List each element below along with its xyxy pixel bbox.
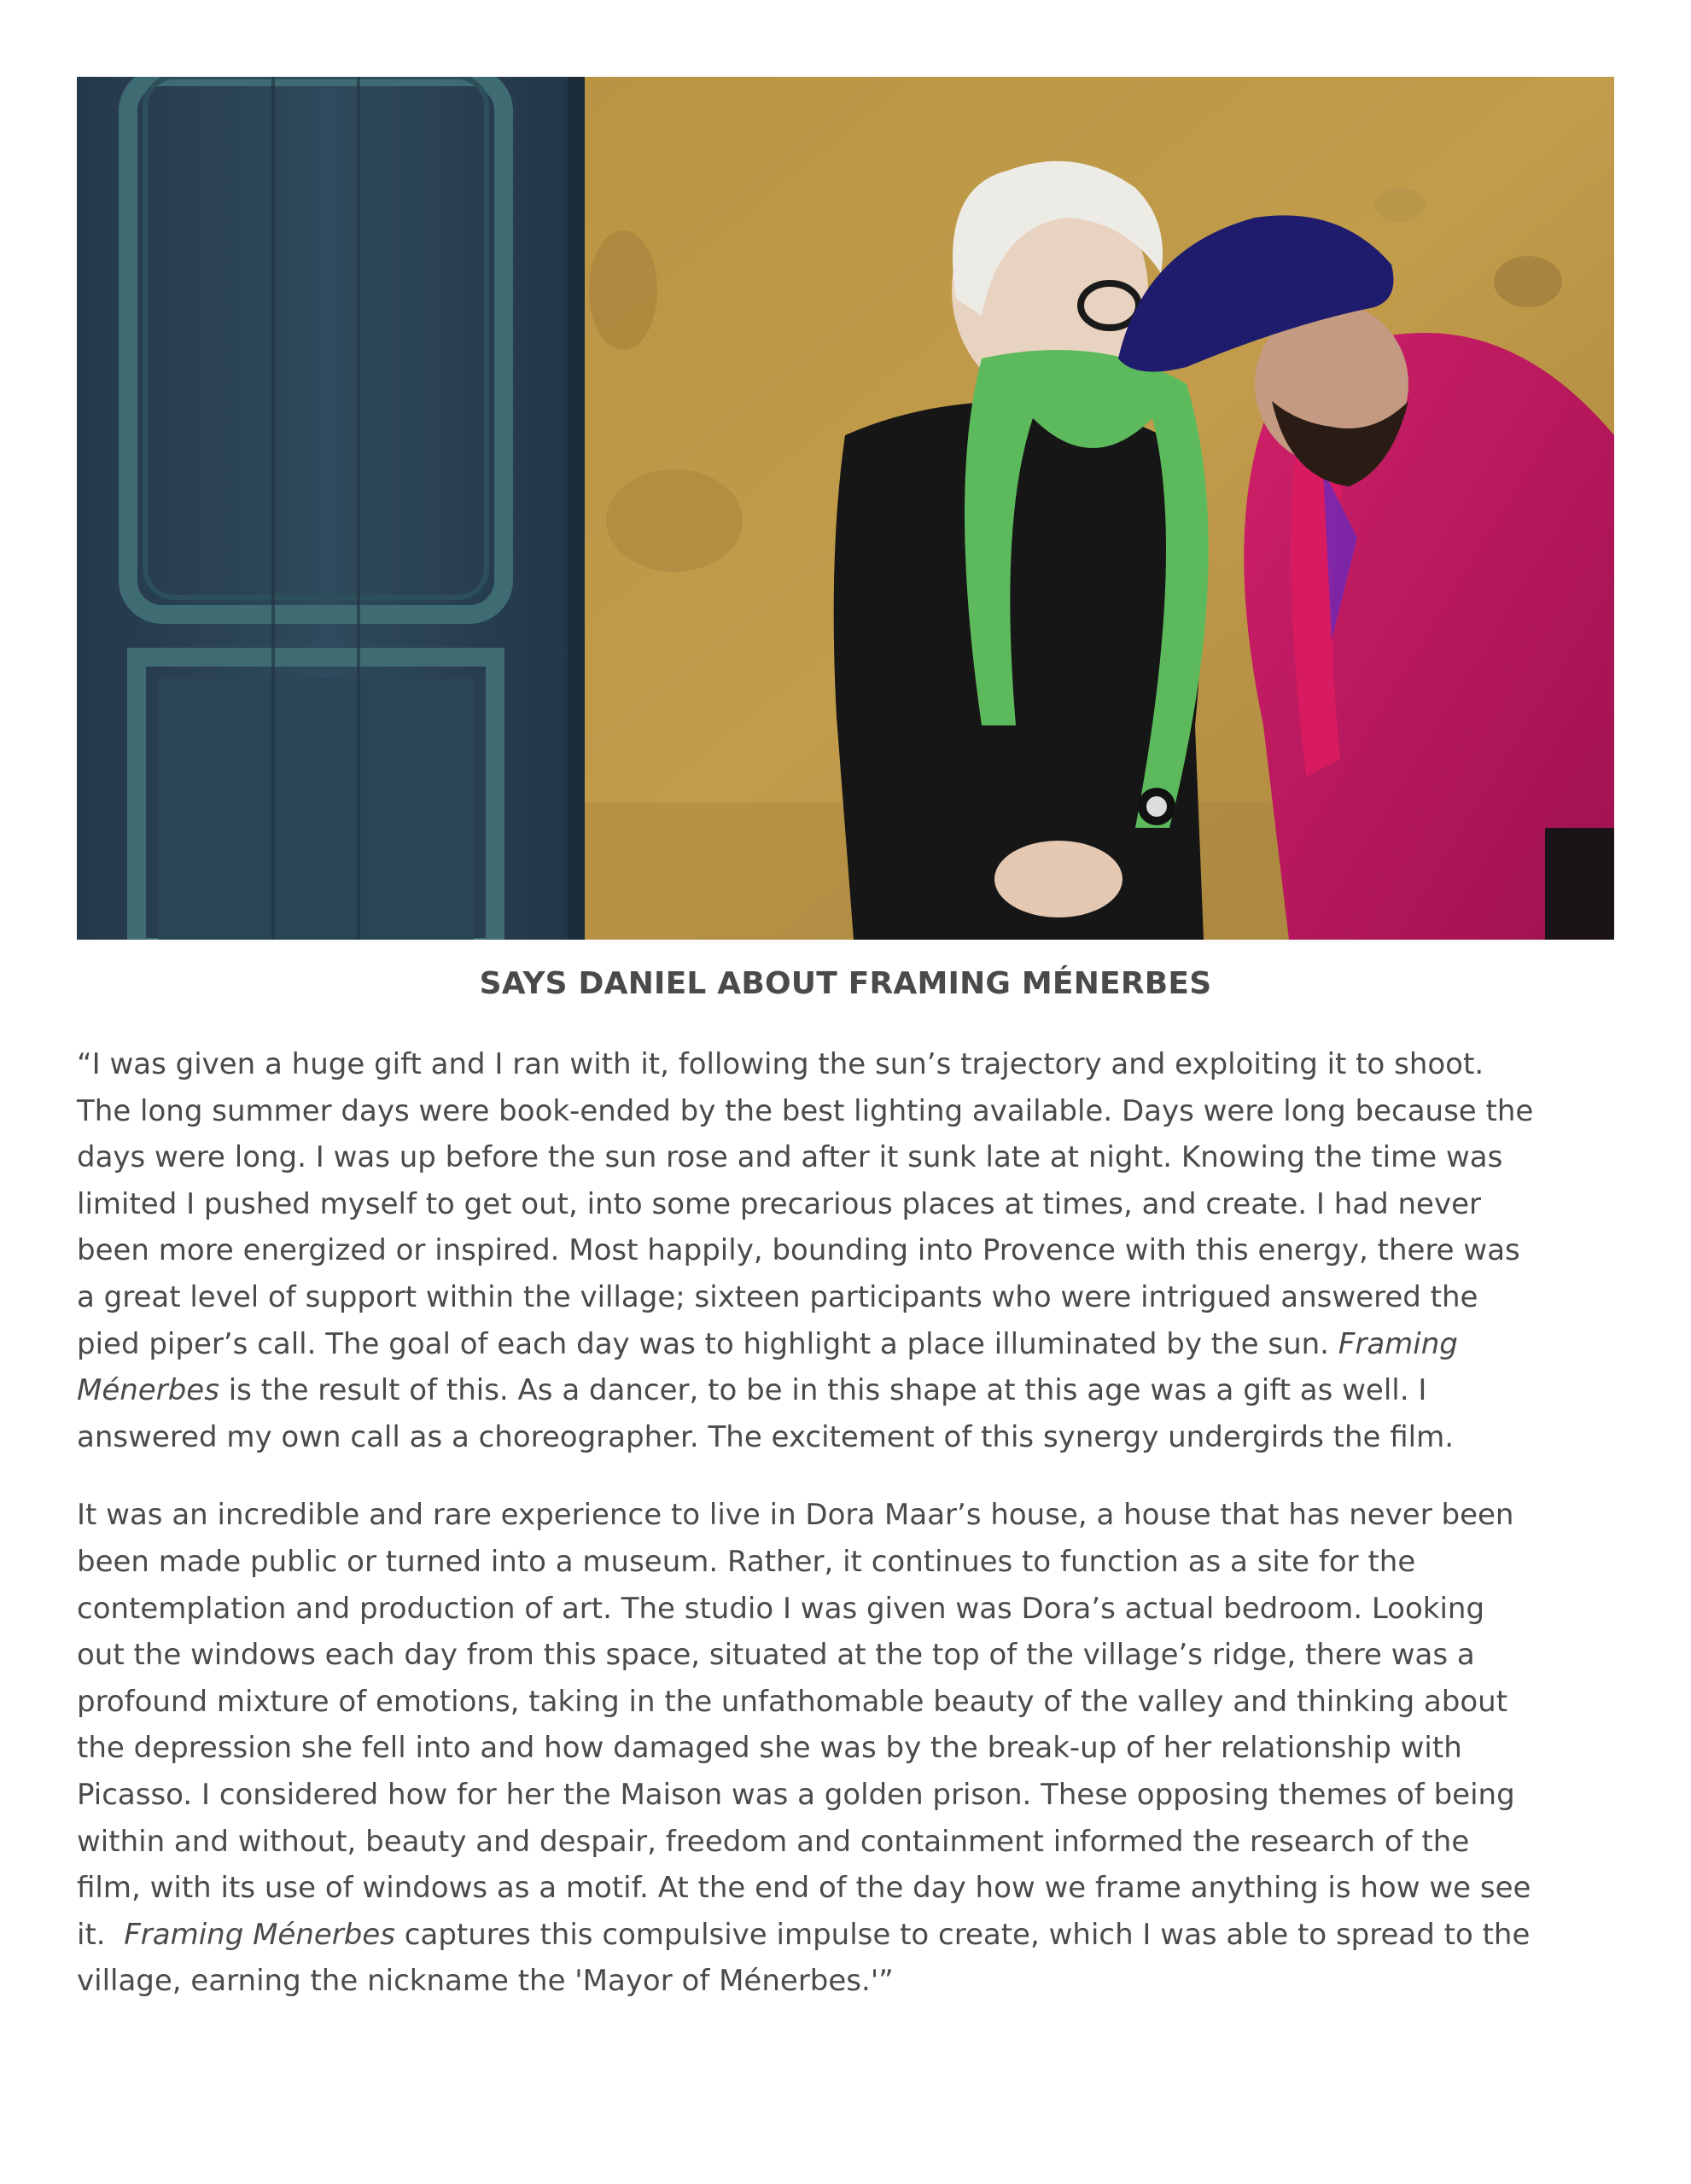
text-line: out the windows each day from this space, situated at the top of the village’s ridge, there was a [77, 1638, 1475, 1673]
text-line [77, 1367, 1626, 1414]
text-line: been made public or turned into a museum. Rather, it continues to function as a site for the [77, 1544, 1416, 1579]
quote-body [77, 1041, 1626, 2005]
text-line: The long summer days were book-ended by the best lighting available. Days were long because the [77, 1093, 1534, 1128]
hero-photo [77, 77, 1614, 940]
text-line: “I was given a huge gift and I ran with it, following the sun’s trajectory and exploiting it to shoot. [77, 1047, 1484, 1081]
text-run: pied piper’s call. The goal of each day was to highlight a place illuminated by the sun. [77, 1326, 1338, 1361]
text-line [77, 1912, 1626, 1959]
text-run: is the result of this. As a dancer, to be in this shape at this age was a gift as well. I [219, 1373, 1427, 1408]
quote-paragraph-1 [77, 1041, 1626, 1460]
quote-paragraph-2 [77, 1492, 1626, 2005]
text-line: days were long. I was up before the sun rose and after it sunk late at night. Knowing the time was [77, 1140, 1503, 1175]
text-line: the depression she fell into and how damaged she was by the break-up of her relationship with [77, 1731, 1462, 1766]
text-line [77, 1321, 1626, 1368]
section-heading: SAYS DANIEL ABOUT FRAMING MÉNERBES [479, 966, 1212, 1001]
text-line: limited I pushed myself to get out, into some precarious places at times, and create. I had never [77, 1186, 1481, 1221]
text-line: answered my own call as a choreographer. The excitement of this synergy undergirds the film. [77, 1419, 1455, 1454]
film-title-italic: Framing [1338, 1326, 1458, 1361]
text-line: contemplation and production of art. The studio I was given was Dora’s actual bedroom. Looking [77, 1591, 1485, 1626]
film-title-italic: Framing Ménerbes [124, 1917, 395, 1952]
text-line: film, with its use of windows as a motif. At the end of the day how we frame anything is how we see [77, 1871, 1531, 1906]
text-line: within and without, beauty and despair, freedom and containment informed the research of the [77, 1824, 1470, 1859]
text-line: Picasso. I considered how for her the Maison was a golden prison. These opposing themes of being [77, 1777, 1515, 1812]
film-title-italic: Ménerbes [77, 1373, 219, 1408]
text-line: a great level of support within the village; sixteen participants who were intrigued answered the [77, 1279, 1478, 1314]
text-line: village, earning the nickname the 'Mayor of Ménerbes.'” [77, 1964, 894, 1999]
photo-illustration [77, 77, 1614, 940]
text-line: It was an incredible and rare experience to live in Dora Maar’s house, a house that has never been [77, 1498, 1514, 1533]
text-run: it. [77, 1917, 125, 1952]
text-run: captures this compulsive impulse to create, which I was able to spread to the [395, 1917, 1531, 1952]
text-line: profound mixture of emotions, taking in the unfathomable beauty of the valley and thinking about [77, 1684, 1508, 1719]
text-line: been more energized or inspired. Most happily, bounding into Provence with this energy, there was [77, 1233, 1520, 1268]
